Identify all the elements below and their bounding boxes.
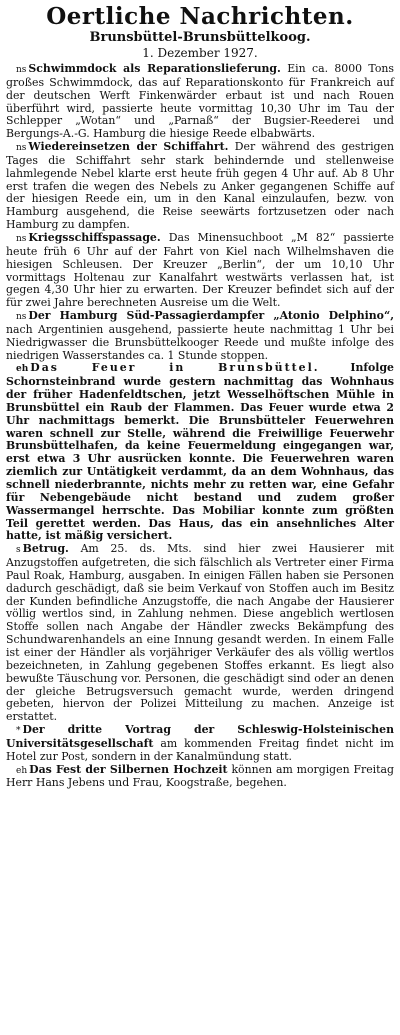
article-schiffahrt <box>6 141 394 232</box>
article-body: Der während des gestrigen Tages die Schiffahrt sehr stark behindernde und stellenweise lahmlegende Nebel klarte erst heute früh gegen 4 Uhr auf. Ab 8 Uhr erst trafen die wegen des Nebels zu Anker gegangenen Schiffe auf der hiesigen Reede ein, um in den Kanal einzulaufen, bezw. von Hamburg ausgehend, die Reise seewärts fortzusetzen oder nach Hamburg zu dampfen. <box>6 140 394 232</box>
section-masthead: Oertliche Nachrichten. <box>46 3 354 30</box>
article-body: Am 25. ds. Mts. sind hier zwei Hausierer mit Anzugstoffen aufgetreten, die sich fälschlich als Vertreter einer Firma Paul Roak, Hamburg, ausgaben. In einigen Fällen haben sie Personen dadurch geschädigt, daß sie beim Verkauf von Stoffen auch im Besitz der Kunden befindliche Anzugstoffe, die nach Angabe der Hausierer völlig wertlos sind, in Zahlung nehmen. Diese angeblich wertlosen Stoffe sollen nach Angabe der Händler zwecks Bekämpfung des Schundwarenhandels an eine Innung gesandt werden. In einem Falle ist einer der Händler als vorjähriger Verkäufer des als völlig wertlos bezeichneten, in Zahlung gegebenen Stoffes erkannt. Es liegt also bewußte Täuschung vor. Personen, die geschädigt sind oder an denen der gleiche Betrugsversuch gemacht wurde, werden dringend gebeten, hiervon der Polizei Mitteilung zu machen. Anzeige ist erstattet. <box>6 542 394 724</box>
article-headline: Der dritte Vortrag der Schleswig-Holsteinischen Universitätsgesellschaft <box>6 723 394 750</box>
article-headline: Betrug. <box>22 542 69 556</box>
article-body: können am morgigen Freitag Herr Hans Jebens und Frau, Koogstraße, begehen. <box>6 762 394 790</box>
article-silberhochzeit <box>6 764 394 791</box>
article-feuer <box>6 362 394 543</box>
article-signature: ns <box>16 143 27 154</box>
article-headline: Schwimmdock als Reparationslieferung. <box>28 62 281 75</box>
article-body: Das Minensuchboot „M 82“ passierte heute früh 6 Uhr auf der Fahrt von Kiel nach Wilhelmshaven die hiesigen Schleusen. Der Kreuzer „Berlin“, der um 10,10 Uhr vormittags Holtenau zur Kanalfahrt westwärts verlassen hat, ist gegen 4,30 Uhr hier zu erwarten. Der Kreuzer befindet sich auf der für zwei Jahre berechneten Ausreise um die Welt. <box>6 230 395 310</box>
article-vortrag <box>6 724 394 764</box>
article-signature: ns <box>16 233 27 244</box>
article-passagierdampfer <box>6 310 394 362</box>
article-signature: s <box>16 545 21 556</box>
article-betrug <box>6 543 394 724</box>
article-body: Ein ca. 8000 Tons großes Schwimmdock, das auf Reparationskonto für Frankreich auf der deutschen Werft Finkenwärder erbaut ist und nach Rouen überführt wird, passierte heute vormittag 10,30 Uhr im Tau der Schlepper „Wotan“ und „Parnaß“ der Bugsier-Reederei und Bergungs-A.-G. Hamburg die hiesige Reede elbabwärts. <box>6 62 394 141</box>
article-headline: Das Feuer in Brunsbüttel. <box>30 361 320 375</box>
article-kriegsschiffspassage <box>6 232 394 310</box>
article-signature: ns <box>16 312 27 323</box>
article-body: am kommenden Freitag findet nicht im Hotel zur Post, sondern in der Kanalmündung statt. <box>6 736 394 763</box>
article-signature: eh <box>16 364 29 375</box>
article-headline: Wiedereinsetzen der Schiffahrt. <box>28 140 229 154</box>
article-headline: Das Fest der Silbernen Hochzeit <box>29 762 228 776</box>
article-body: nach Argentinien ausgehend, passierte heute nachmittag 1 Uhr bei Niedrigwasser die Brunsbüttelkooger Reede und mußte infolge des niedrigen Wasserstandes ca. 1 Stunde stoppen. <box>6 322 394 362</box>
article-signature: * <box>16 726 21 737</box>
article-schwimmdock <box>6 63 394 141</box>
dateline: 1. Dezember 1927. <box>142 46 258 60</box>
article-signature: eh <box>16 765 28 776</box>
article-headline: Kriegsschiffspassage. <box>28 230 161 244</box>
article-body: Infolge Schornsteinbrand wurde gestern nachmittag das Wohnhaus der früher Hadenfeldtschen, jetzt Wesselhöftschen Mühle in Brunsbüttel ein Raub der Flammen. Das Feuer wurde etwa 2 Uhr nachmittags bemerkt. Die Brunsbütteler Feuerwehren waren schnell zur Stelle, während die Freiwillige Feuerwehr Brunsbüttelhafen, da keine Feuermeldung eingegangen war, erst etwa 3 Uhr ausrücken konnte. Die Feuerwehren waren ziemlich zur Untätigkeit verdammt, da an dem Wohnhaus, das schnell niederbrannte, nichts mehr zu retten war, eine Gefahr für Nebengebäude nicht bestand und zudem großer Wassermangel herrschte. Das Mobiliar konnte zum größten Teil gerettet werden. Das Haus, das ein ansehnliches Alter hatte, ist mäßig versichert. <box>6 361 394 543</box>
locality-heading: Brunsbüttel-Brunsbüttelkoog. <box>89 30 311 45</box>
article-signature: ns <box>16 65 27 75</box>
article-headline: Der Hamburg Süd-Passagierdampfer „Atonio Delphino“, <box>28 309 394 323</box>
